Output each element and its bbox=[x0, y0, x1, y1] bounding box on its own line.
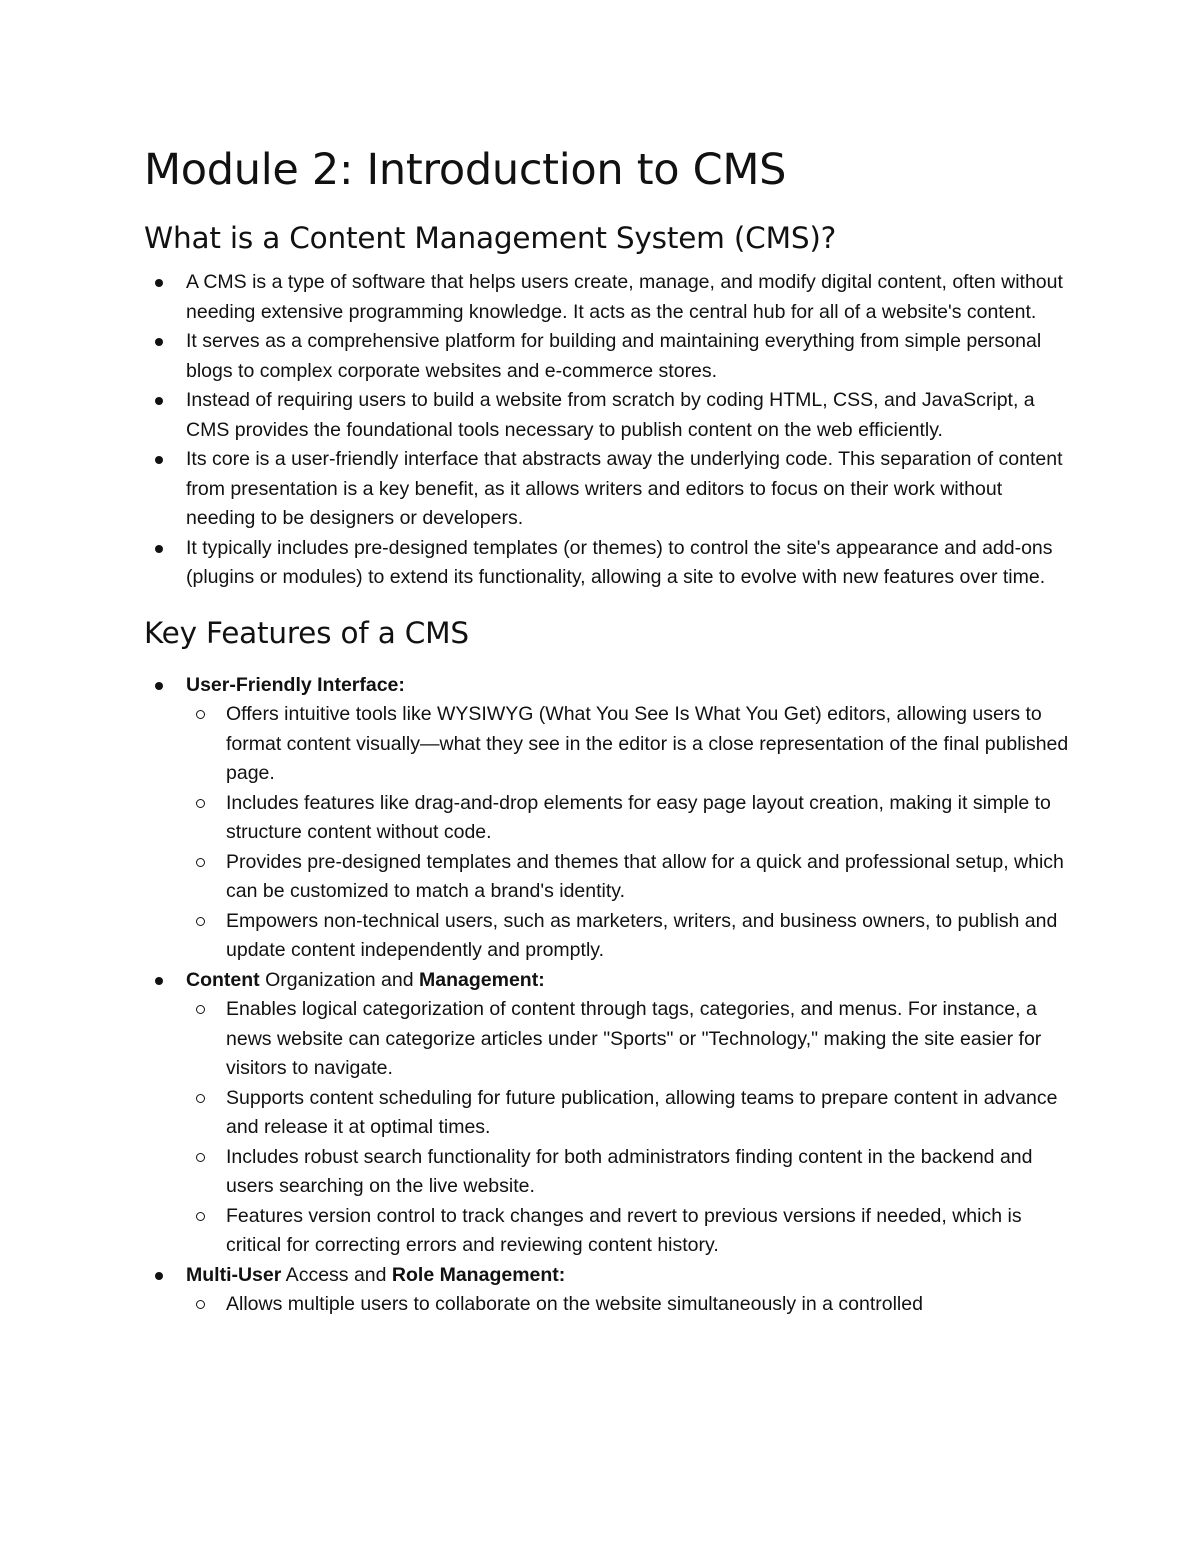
sub-list-item-text: Allows multiple users to collaborate on the website simultaneously in a controlled bbox=[226, 1293, 923, 1315]
hollow-bullet-icon bbox=[196, 1212, 205, 1221]
key-features-list bbox=[144, 671, 1074, 1320]
feature-title-bold-part: Content bbox=[186, 968, 260, 991]
list-item-text: A CMS is a type of software that helps users create, manage, and modify digital content, often without needing extensive programming knowledge. It acts as the central hub for all of a website's content. bbox=[186, 271, 1063, 323]
feature-sublist bbox=[186, 995, 1074, 1261]
sub-list-item bbox=[186, 1290, 1074, 1320]
feature-item-multi-user-access bbox=[144, 1261, 1074, 1320]
sub-list-item bbox=[186, 1202, 1074, 1261]
hollow-bullet-icon bbox=[196, 710, 205, 719]
bullet-icon bbox=[155, 977, 163, 985]
feature-title-bold-part: Management: bbox=[419, 968, 545, 991]
document-page bbox=[144, 140, 1074, 1320]
feature-title-plain-part: Organization and bbox=[259, 968, 420, 991]
bullet-icon bbox=[155, 397, 163, 405]
sub-list-item bbox=[186, 1084, 1074, 1143]
hollow-bullet-icon bbox=[196, 917, 205, 926]
sub-list-item bbox=[186, 848, 1074, 907]
sub-list-item-text: Offers intuitive tools like WYSIWYG (What You See Is What You Get) editors, allowing users to format content visually—what they see in the editor is a close representation of the final published page. bbox=[226, 703, 1069, 784]
list-item-text: It serves as a comprehensive platform for building and maintaining everything from simple personal blogs to complex corporate websites and e-commerce stores. bbox=[186, 330, 1042, 382]
hollow-bullet-icon bbox=[196, 1300, 205, 1309]
bullet-icon bbox=[155, 279, 163, 287]
sub-list-item-text: Provides pre-designed templates and themes that allow for a quick and professional setup, which can be customized to match a brand's identity. bbox=[226, 850, 1064, 902]
sub-list-item bbox=[186, 907, 1074, 966]
sub-list-item-text: Includes features like drag-and-drop elements for easy page layout creation, making it simple to structure content without code. bbox=[226, 791, 1051, 843]
list-item bbox=[144, 534, 1074, 593]
list-item-text: Instead of requiring users to build a website from scratch by coding HTML, CSS, and JavaScript, a CMS provides the foundational tools necessary to publish content on the web efficiently. bbox=[186, 389, 1035, 441]
feature-title-bold-part: Role Management: bbox=[391, 1263, 566, 1286]
sub-list-item-text: Features version control to track changes and revert to previous versions if needed, which is critical for correcting errors and reviewing content history. bbox=[226, 1204, 1022, 1256]
feature-item-user-friendly-interface bbox=[144, 671, 1074, 966]
list-item-text: Its core is a user-friendly interface that abstracts away the underlying code. This separation of content from presentation is a key benefit, as it allows writers and editors to focus on their work without needing to be designers or developers. bbox=[186, 448, 1063, 529]
list-item bbox=[144, 386, 1074, 445]
sub-list-item-text: Enables logical categorization of content through tags, categories, and menus. For instance, a news website can categorize articles under "Sports" or "Technology," making the site easier for visitors to navigate. bbox=[226, 998, 1042, 1079]
sub-list-item-text: Includes robust search functionality for both administrators finding content in the backend and users searching on the live website. bbox=[226, 1145, 1033, 1197]
list-item bbox=[144, 268, 1074, 327]
feature-title-bold-part: Multi-User bbox=[186, 1263, 282, 1286]
bullet-icon bbox=[155, 1272, 163, 1280]
sub-list-item bbox=[186, 1143, 1074, 1202]
hollow-bullet-icon bbox=[196, 1153, 205, 1162]
sub-list-item bbox=[186, 789, 1074, 848]
list-item bbox=[144, 445, 1074, 534]
list-item bbox=[144, 327, 1074, 386]
feature-title: User-Friendly Interface: bbox=[186, 673, 405, 696]
page-title: Module 2: Introduction to CMS bbox=[144, 145, 787, 195]
hollow-bullet-icon bbox=[196, 1094, 205, 1103]
bullet-icon bbox=[155, 338, 163, 346]
sub-list-item bbox=[186, 700, 1074, 789]
sub-list-item bbox=[186, 995, 1074, 1084]
hollow-bullet-icon bbox=[196, 858, 205, 867]
feature-sublist bbox=[186, 1290, 1074, 1320]
section-heading-key-features: Key Features of a CMS bbox=[144, 615, 469, 650]
section-heading-what-is-cms: What is a Content Management System (CMS)? bbox=[144, 221, 837, 255]
bullet-icon bbox=[155, 545, 163, 553]
list-item-text: It typically includes pre-designed templates (or themes) to control the site's appearance and add-ons (plugins or modules) to extend its functionality, allowing a site to evolve with new features over time. bbox=[186, 536, 1053, 588]
sub-list-item-text: Empowers non-technical users, such as marketers, writers, and business owners, to publish and update content independently and promptly. bbox=[226, 909, 1058, 961]
hollow-bullet-icon bbox=[196, 1005, 205, 1014]
hollow-bullet-icon bbox=[196, 799, 205, 808]
sub-list-item-text: Supports content scheduling for future publication, allowing teams to prepare content in advance and release it at optimal times. bbox=[226, 1086, 1058, 1138]
feature-sublist bbox=[186, 700, 1074, 966]
bullet-icon bbox=[155, 456, 163, 464]
feature-title-plain-part: Access and bbox=[281, 1263, 392, 1286]
feature-item-content-organization bbox=[144, 966, 1074, 1261]
what-is-cms-list bbox=[144, 268, 1074, 593]
bullet-icon bbox=[155, 682, 163, 690]
